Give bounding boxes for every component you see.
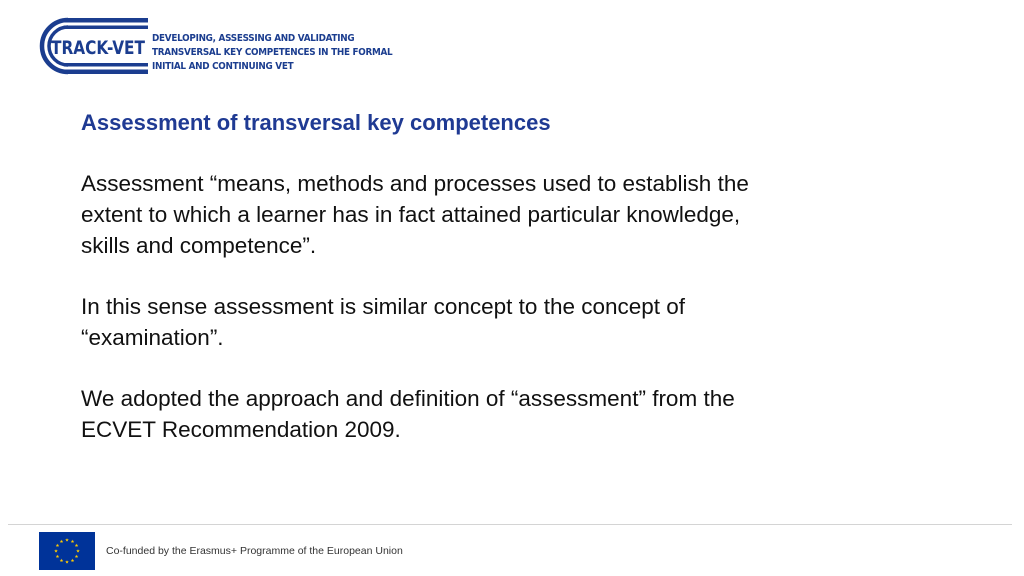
track-vet-logo <box>28 14 428 78</box>
logo-tagline: DEVELOPING, ASSESSING AND VALIDATING TRANSVERSAL KEY COMPETENCES IN THE FORMAL INITIAL AND CONTINUING VET <box>152 33 393 72</box>
slide-content <box>81 108 781 445</box>
slide-title: Assessment of transversal key competences <box>81 110 551 135</box>
footer-divider <box>8 524 1012 525</box>
paragraph-ecvet: We adopted the approach and definition of “assessment” from the ECVET Recommendation 2009. <box>81 386 735 442</box>
funding-notice: Co-funded by the Erasmus+ Programme of the European Union <box>106 545 403 557</box>
paragraph-definition: Assessment “means, methods and processes used to establish the extent to which a learner has in fact attained particular knowledge, skills and competence”. <box>81 171 749 258</box>
svg-text:TRACK-VET: TRACK-VET <box>51 37 146 59</box>
paragraph-examination: In this sense assessment is similar concept to the concept of “examination”. <box>81 294 686 350</box>
track-vet-logo-icon <box>28 14 152 78</box>
eu-flag-icon <box>39 532 95 570</box>
